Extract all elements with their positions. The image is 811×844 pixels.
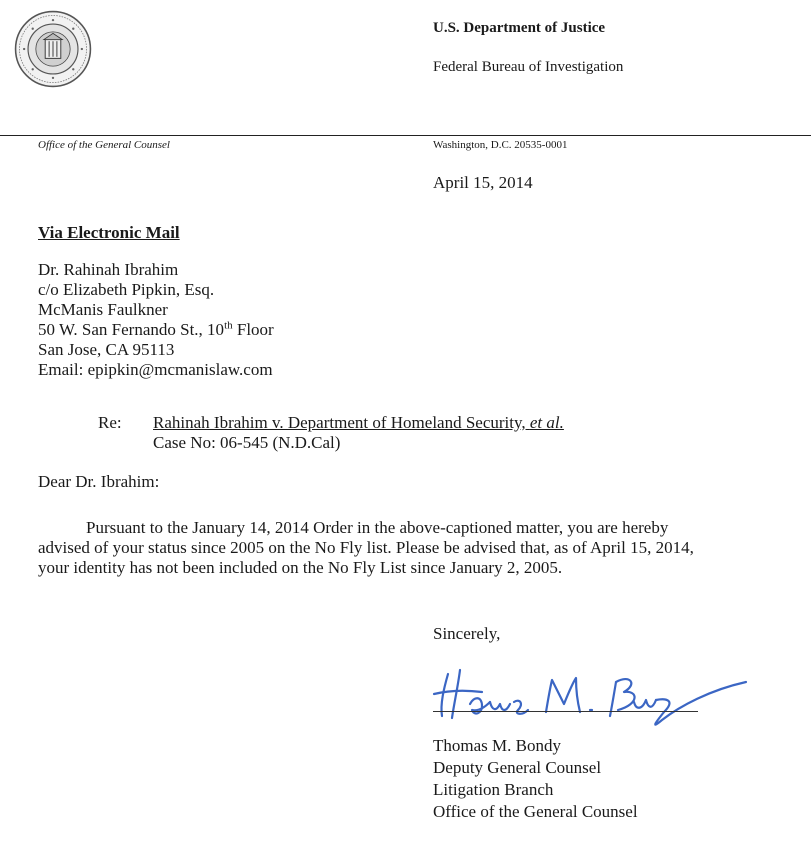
recipient-firm: McManis Faulkner xyxy=(38,300,168,319)
letterhead-department: U.S. Department of Justice xyxy=(433,20,606,36)
signer-title: Deputy General Counsel xyxy=(433,758,602,777)
salutation: Dear Dr. Ibrahim: xyxy=(38,472,160,491)
letterhead-address: Washington, D.C. 20535-0001 xyxy=(433,139,568,151)
letterhead-bureau: Federal Bureau of Investigation xyxy=(433,59,624,75)
body-line: Pursuant to the January 14, 2014 Order in the above-captioned matter, you are hereby xyxy=(86,518,669,537)
recipient-address-block xyxy=(38,260,274,380)
case-title: Rahinah Ibrahim v. Department of Homeland Security, et al. xyxy=(153,413,564,432)
signer-block xyxy=(433,735,638,823)
recipient-street: 50 W. San Fernando St., 10th Floor xyxy=(38,319,274,339)
letterhead-divider xyxy=(0,135,811,136)
delivery-method: Via Electronic Mail xyxy=(38,223,180,242)
re-label: Re: xyxy=(98,413,122,432)
signature-line xyxy=(433,711,698,712)
signer-branch: Litigation Branch xyxy=(433,780,554,799)
letter-body xyxy=(38,518,808,578)
recipient-email: Email: epipkin@mcmanislaw.com xyxy=(38,360,273,379)
case-number: Case No: 06-545 (N.D.Cal) xyxy=(153,433,341,452)
fbi-seal-icon xyxy=(14,10,92,88)
recipient-name: Dr. Rahinah Ibrahim xyxy=(38,260,179,279)
closing: Sincerely, xyxy=(433,624,501,643)
letter-date: April 15, 2014 xyxy=(433,173,533,192)
letterhead-office: Office of the General Counsel xyxy=(38,139,170,151)
signer-office: Office of the General Counsel xyxy=(433,802,638,821)
body-line: advised of your status since 2005 on the No Fly list. Please be advised that, as of April 15, 2014, xyxy=(38,538,694,557)
recipient-care-of: c/o Elizabeth Pipkin, Esq. xyxy=(38,280,215,299)
signer-name: Thomas M. Bondy xyxy=(433,736,561,755)
recipient-city: San Jose, CA 95113 xyxy=(38,340,175,359)
handwritten-signature xyxy=(430,660,750,730)
body-line: your identity has not been included on the No Fly List since January 2, 2005. xyxy=(38,558,563,577)
